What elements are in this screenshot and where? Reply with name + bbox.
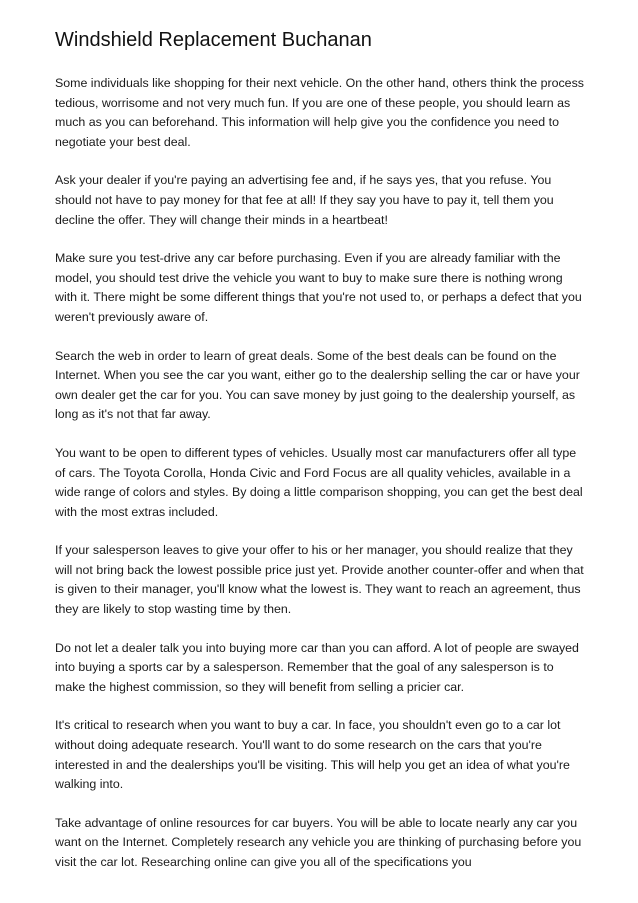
paragraph-1: Some individuals like shopping for their next vehicle. On the other hand, others think the process tedious, worrisome and not very much fun. If you are one of these people, you should learn as much as you can beforehand. This information will help give you the confidence you need to negotiate your best deal. [55, 76, 584, 149]
paragraph-2: Ask your dealer if you're paying an advertising fee and, if he says yes, that you refuse. You should not have to pay money for that fee at all! If they say you have to pay it, tell them you decline the offer. They will change their minds in a heartbeat! [55, 173, 554, 227]
document-title: Windshield Replacement Buchanan [55, 29, 372, 51]
paragraph-7: Do not let a dealer talk you into buying more car than you can afford. A lot of people are swayed into buying a sports car by a salesperson. Remember that the goal of any salesperson is to make the highest commission, so they will benefit from selling a pricier car. [55, 640, 579, 694]
document-page [55, 27, 585, 873]
paragraph-5: You want to be open to different types of vehicles. Usually most car manufacturers offer all type of cars. The Toyota Corolla, Honda Civic and Ford Focus are all quality vehicles, available in a wide range of colors and styles. By doing a little comparison shopping, you can get the best deal with the most extras included. [55, 445, 583, 519]
paragraph-6: If your salesperson leaves to give your offer to his or her manager, you should realize that they will not bring back the lowest possible price just yet. Provide another counter-offer and when that is given to their manager, you'll know what the lowest is. They want to reach an agreement, thus they are likely to stop wasting time by then. [55, 543, 584, 617]
paragraph-4: Search the web in order to learn of great deals. Some of the best deals can be found on the Internet. When you see the car you want, either go to the dealership selling the car or have your own dealer get the car for you. You can save money by just going to the dealership yourself, as long as it's not that far away. [55, 348, 580, 422]
paragraph-8: It's critical to research when you want to buy a car. In face, you shouldn't even go to a car lot without doing adequate research. You'll want to do some research on the cars that you're interested in and the dealerships you'll be visiting. This will help you get an idea of what you're walking into. [55, 718, 570, 792]
paragraph-3: Make sure you test-drive any car before purchasing. Even if you are already familiar with the model, you should test drive the vehicle you want to buy to make sure there is nothing wrong with it. There might be some different things that you're not used to, or perhaps a defect that you weren't previously aware of. [55, 251, 582, 324]
paragraph-9: Take advantage of online resources for car buyers. You will be able to locate nearly any car you want on the Internet. Completely research any vehicle you are thinking of purchasing before you visit the car lot. Researching online can give you all of the specifications you [55, 815, 582, 869]
